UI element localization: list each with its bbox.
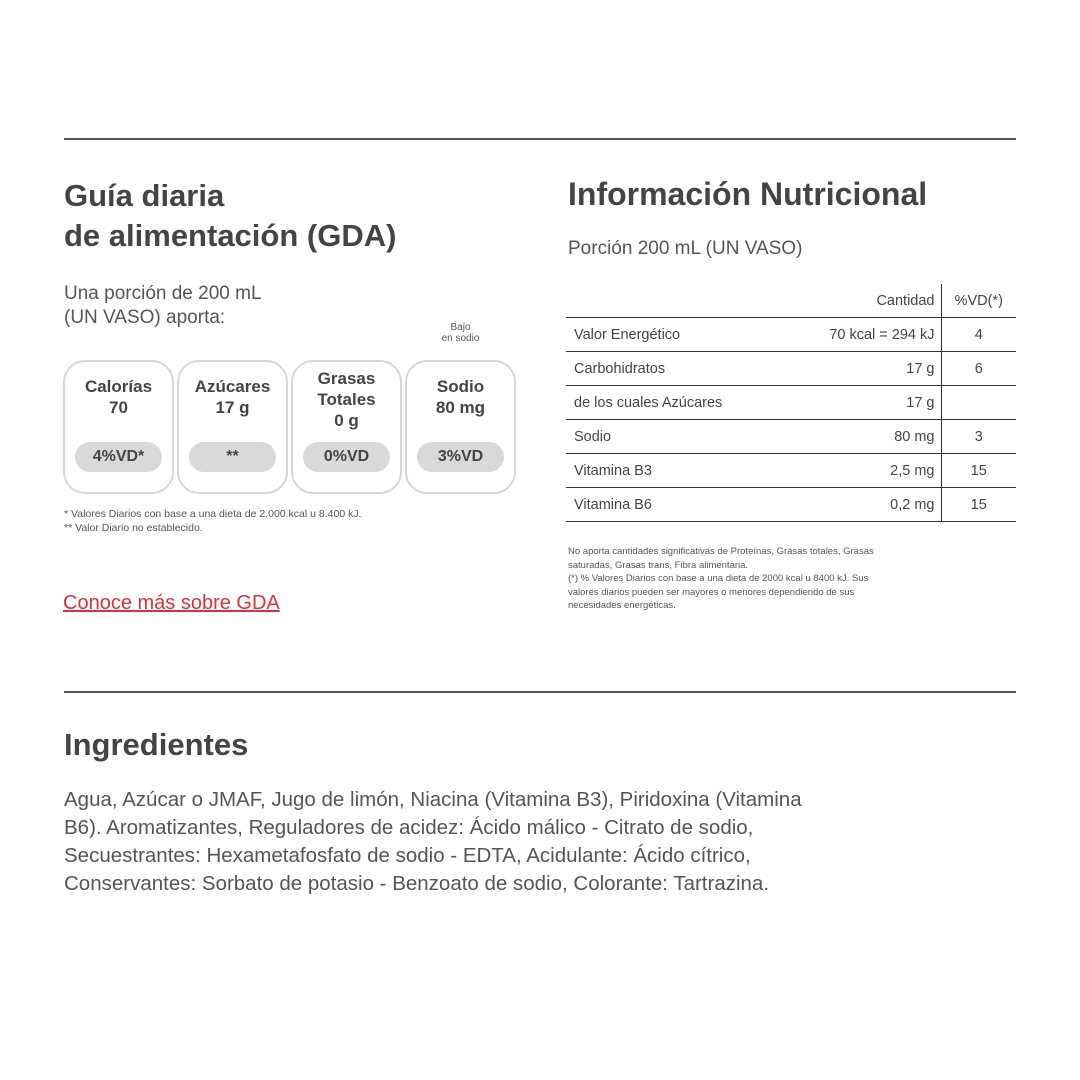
badge-value: 80 mg	[435, 398, 486, 417]
badge-grasas-totales	[291, 322, 402, 492]
nutrient-quantity: 17 g	[766, 352, 941, 386]
nutrient-quantity: 2,5 mg	[766, 454, 941, 488]
badge-value: 17 g	[215, 398, 250, 417]
nutrient-quantity: 70 kcal = 294 kJ	[766, 318, 941, 352]
badge-label	[65, 376, 172, 418]
badge-label-line: Sodio	[436, 377, 485, 396]
badge-label	[407, 376, 514, 418]
badge-azucares	[177, 322, 288, 492]
header-empty	[566, 284, 766, 318]
footnote: ** Valor Diario no establecido.	[64, 522, 203, 534]
badge-card	[291, 360, 402, 494]
nutrient-name: de los cuales Azúcares	[566, 386, 766, 420]
nutrition-portion: Porción 200 mL (UN VASO)	[568, 238, 803, 259]
gda-badges	[63, 322, 523, 492]
table-row	[566, 420, 1016, 454]
ingredients-line: Agua, Azúcar o JMAF, Jugo de limón, Niacina (Vitamina B3), Piridoxina (Vitamina	[64, 788, 802, 811]
footnote-line: (*) % Valores Diarios con base a una dieta de 2000 kcal u 8400 kJ. Sus	[568, 573, 869, 584]
nutrient-quantity: 0,2 mg	[766, 488, 941, 522]
nutrient-quantity: 80 mg	[766, 420, 941, 454]
badge-label	[179, 376, 286, 418]
section-divider	[64, 691, 1016, 693]
badge-label-line: Calorías	[84, 377, 153, 396]
footnote-line: valores diarios pueden ser mayores o menores dependiendo de sus	[568, 586, 855, 598]
badge-vd-pill: 3%VD	[417, 442, 504, 472]
table-row	[566, 488, 1016, 522]
gda-learn-more-link[interactable]: Conoce más sobre GDA	[63, 592, 280, 614]
badge-card	[405, 360, 516, 494]
badge-label-line: Azúcares	[194, 377, 271, 396]
footnote: * Valores Diarios con base a una dieta de 2.000 kcal u 8.400 kJ.	[64, 508, 362, 520]
gda-title	[64, 176, 396, 256]
badge-calorias	[63, 322, 174, 492]
top-divider	[64, 138, 1016, 140]
gda-footnotes	[64, 507, 362, 535]
flag-line: Bajo	[450, 322, 471, 333]
gda-title-line: Guía diaria	[64, 178, 225, 213]
nutrient-vd	[941, 386, 1016, 420]
nutrient-vd: 4	[941, 318, 1016, 352]
ingredients-line: B6). Aromatizantes, Reguladores de acidez: Ácido málico - Citrato de sodio,	[64, 816, 754, 839]
badge-label	[293, 368, 400, 431]
footnote-line: No aporta cantidades significativas de Proteínas, Grasas totales, Grasas	[568, 546, 874, 557]
nutrient-name: Sodio	[566, 420, 766, 454]
badge-label-line: Totales	[317, 390, 376, 409]
nutrient-quantity: 17 g	[766, 386, 941, 420]
flag-line: en sodio	[441, 333, 480, 344]
ingredients-line: Conservantes: Sorbato de potasio - Benzoato de sodio, Colorante: Tartrazina.	[64, 872, 770, 895]
table-header-row	[566, 284, 1016, 318]
table-row	[566, 352, 1016, 386]
ingredients-text	[64, 786, 1004, 898]
table-row	[566, 386, 1016, 420]
nutrition-table	[566, 284, 1016, 522]
nutrient-vd: 6	[941, 352, 1016, 386]
badge-value: 0 g	[334, 411, 359, 430]
header-quantity: Cantidad	[766, 284, 941, 318]
footnote-line: necesidades energéticas.	[568, 600, 676, 611]
nutrient-name: Valor Energético	[566, 318, 766, 352]
table-row	[566, 318, 1016, 352]
badge-vd-pill: 0%VD	[303, 442, 390, 472]
badge-vd-pill: **	[189, 442, 276, 472]
badge-vd-pill: 4%VD*	[75, 442, 162, 472]
nutrition-title: Información Nutricional	[568, 176, 928, 212]
nutrient-name: Vitamina B3	[566, 454, 766, 488]
nutrient-vd: 15	[941, 454, 1016, 488]
nutrient-name: Carbohidratos	[566, 352, 766, 386]
nutrient-vd: 15	[941, 488, 1016, 522]
table-row	[566, 454, 1016, 488]
gda-portion-line: Una porción de 200 mL	[64, 283, 262, 304]
gda-title-line: de alimentación (GDA)	[64, 218, 397, 253]
ingredients-title: Ingredientes	[64, 727, 249, 762]
badge-card	[177, 360, 288, 494]
nutrition-footnotes	[568, 545, 998, 613]
header-vd: %VD(*)	[941, 284, 1016, 318]
badge-card	[63, 360, 174, 494]
low-sodium-flag	[405, 322, 516, 344]
nutrient-name: Vitamina B6	[566, 488, 766, 522]
gda-portion-line: (UN VASO) aporta:	[64, 307, 226, 328]
badge-label-line: Grasas	[317, 369, 376, 388]
ingredients-line: Secuestrantes: Hexametafosfato de sodio - EDTA, Acidulante: Ácido cítrico,	[64, 844, 751, 867]
nutrient-vd: 3	[941, 420, 1016, 454]
badge-value: 70	[109, 398, 128, 417]
badge-sodio	[405, 322, 516, 492]
footnote-line: saturadas, Grasas trans, Fibra alimentaria.	[568, 559, 749, 571]
